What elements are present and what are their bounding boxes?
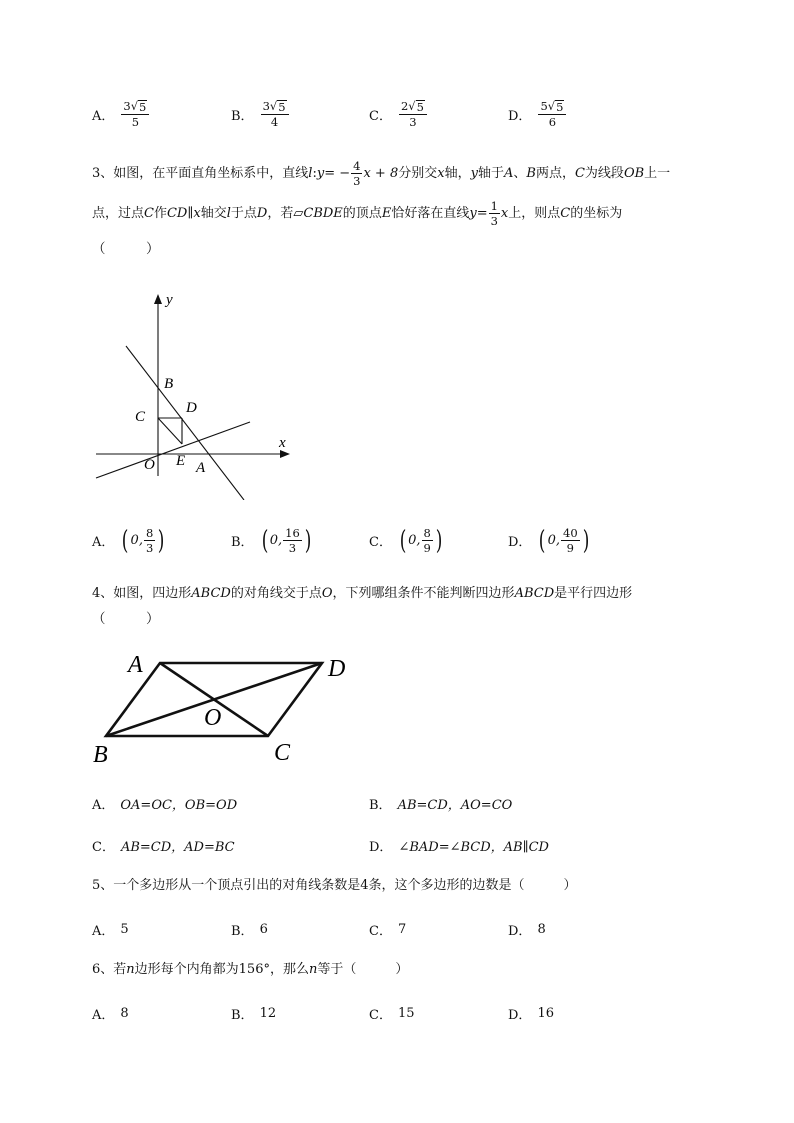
q3-option-b: B． ( 0, $\frac{16}{3}$ ) — [231, 525, 312, 556]
label-c: C — [274, 740, 291, 766]
label-b: B — [164, 376, 174, 392]
q3-option-a: A． ( 0, $\frac{8}{3}$ ) — [92, 525, 165, 556]
q2-option-a — [92, 100, 150, 128]
q6-option-b: B． 12 — [231, 1006, 277, 1023]
q5-option-c: C． 7 — [369, 922, 407, 939]
left-paren: ( — [399, 525, 407, 556]
segment-ce — [158, 418, 182, 444]
slope-fraction: $\frac{1}{3}$ — [490, 199, 498, 228]
label-a: A — [128, 652, 143, 678]
q5-option-b: B． 6 — [231, 922, 268, 939]
left-paren: ( — [539, 525, 546, 556]
right-paren: ) — [158, 525, 165, 556]
q4-answer-blank: （ ） — [92, 611, 160, 627]
slope-fraction: $\frac{4}{3}$ — [353, 159, 361, 188]
q6-option-d: D． 16 — [508, 1006, 554, 1023]
option-fraction: 5√ 5 6 — [538, 100, 566, 128]
label-x: x — [279, 435, 286, 451]
left-paren: ( — [122, 525, 129, 556]
q2-option-c — [369, 100, 428, 128]
option-label: B． — [231, 108, 254, 124]
option-fraction: $\frac{16}{3}$ — [285, 526, 300, 555]
q3-answer-blank: （ ） — [92, 241, 160, 257]
option-fraction: 3√ 5 4 — [261, 100, 289, 128]
line-y-third-x — [96, 422, 250, 478]
option-label: C． — [369, 108, 392, 124]
q2-option-d — [508, 100, 567, 128]
q3-option-d: D． ( 0, $\frac{40}{9}$ ) — [508, 525, 590, 556]
q2-option-b — [231, 100, 290, 128]
label-d: D — [186, 400, 197, 416]
q4-option-a: A． OA=OC，OB=OD — [92, 798, 238, 813]
q3-stem-line2: 点，过点 C 作 CD ∥ x 轴交 l 于点 D ，若 ▱ CBDE 的顶点 E 恰好落在直线 y = $\frac{1}{3}$ x 上，则点 C 的坐标为 — [92, 199, 623, 228]
q4-option-b: B． AB=CD，AO=CO — [369, 798, 513, 813]
q6-stem: 6、若n边形每个内角都为156°，那么n等于（ ） — [92, 962, 409, 977]
label-y: y — [166, 292, 173, 308]
label-o: O — [204, 705, 222, 731]
right-paren: ) — [582, 525, 590, 556]
q5-stem: 5、一个多边形从一个顶点引出的对角线条数是4条，这个多边形的边数是（ ） — [92, 878, 577, 893]
q3-option-c: C． ( 0, $\frac{8}{9}$ ) — [369, 525, 443, 556]
q5-option-a: A． 5 — [92, 922, 129, 939]
option-fraction: $\frac{40}{9}$ — [563, 526, 578, 555]
q3-stem-line1: 3、 如图，在平面直角坐标系中，直线 l : y = − $\frac{4}{3}$ x + 8 分别交 x 轴， y 轴于 A 、 B 两点， C 为线段 OB 上一 — [92, 159, 671, 188]
q3-coordinate-figure — [90, 288, 300, 500]
label-d: D — [328, 656, 346, 682]
option-label: D． — [508, 108, 532, 124]
label-b: B — [93, 742, 108, 768]
q5-option-d: D． 8 — [508, 922, 546, 939]
option-fraction: 3√ 5 5 — [121, 100, 149, 128]
option-fraction: $\frac{8}{9}$ — [423, 526, 431, 555]
label-o: O — [144, 457, 155, 473]
label-c: C — [135, 409, 146, 425]
option-fraction: 2√ 5 3 — [399, 100, 427, 128]
label-a: A — [196, 460, 206, 476]
y-axis-arrow — [154, 294, 162, 304]
option-fraction: $\frac{8}{3}$ — [145, 526, 154, 555]
q6-option-a: A． 8 — [92, 1006, 129, 1023]
right-paren: ) — [435, 525, 443, 556]
q4-option-d: D． ∠BAD=∠BCD，AB∥CD — [369, 840, 549, 855]
q4-option-c: C． AB=CD，AD=BC — [92, 840, 235, 855]
left-paren: ( — [261, 525, 268, 556]
x-axis-arrow — [280, 450, 290, 458]
label-e: E — [176, 453, 186, 469]
right-paren: ) — [304, 525, 312, 556]
q4-stem: 4、如图，四边形ABCD的对角线交于点O，下列哪组条件不能判断四边形ABCD是平行四边形 — [92, 586, 633, 601]
option-label: A． — [92, 108, 115, 124]
q6-option-c: C． 15 — [369, 1006, 415, 1023]
q4-parallelogram-figure — [88, 648, 358, 772]
